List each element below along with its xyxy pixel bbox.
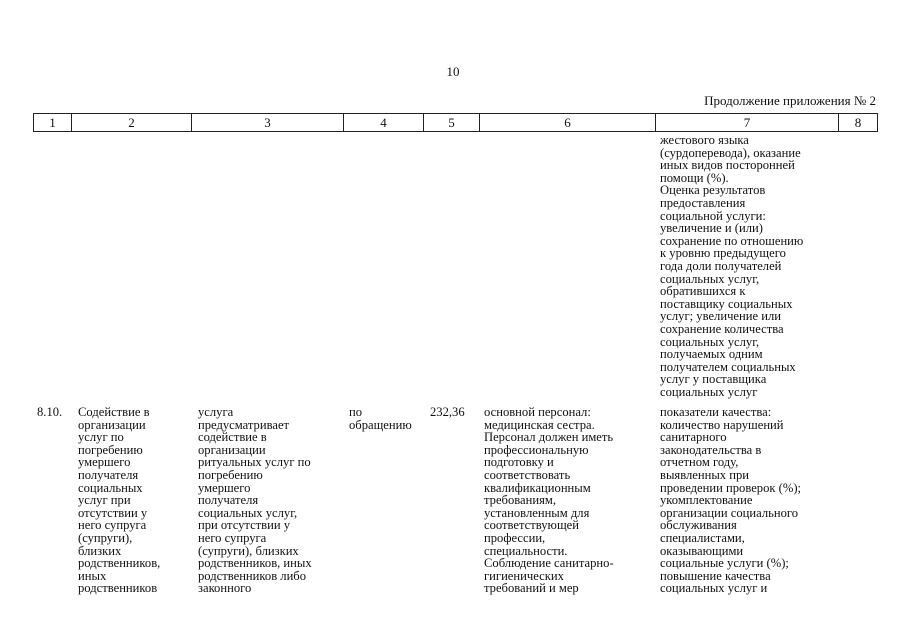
header-col-3: 3 (192, 114, 344, 131)
quality-indicators: показатели качества: количество нарушений санитарного законодательства в отчетном году, выявленных при проведении проверок (%); укомплектование организации социального обслуживания специалистами, оказывающими социальные услуги (%); повышение качества социальных услуг и (660, 405, 802, 596)
continuation-label: Продолжение приложения № 2 (704, 93, 876, 108)
header-col-1: 1 (34, 114, 72, 131)
col7-continued-text: жестового языка (сурдоперевода), оказание иных видов посторонней помощи (%). Оценка результатов предоставления социальной услуги: увеличение и (или) сохранение по отношению к уровню предыдущего года доли получателей социальных услуг, обратившихся к поставщику социальных услуг; увеличение или сохранение количества социальных услуг, получаемых одним получателем социальных услуг у поставщика социальных услуг (660, 133, 804, 399)
table-header-row (33, 113, 878, 132)
header-col-5: 5 (424, 114, 480, 131)
service-price: 232,36 (430, 405, 465, 419)
staff-requirements: основной персонал: медицинская сестра. Персонал должен иметь профессиональную подготовку и соответствовать квалификационным требованиям, установленным для соответствующей профессии, специальности. Соблюдение санитарно- гигиенических требований и мер (484, 405, 614, 596)
service-unit: по обращению (349, 405, 412, 432)
service-description: услуга предусматривает содействие в организации ритуальных услуг по погребению умершего получателя социальных услуг, при отсутствии у него супруга (супруги), близких родственников, иных родственников либо законного (198, 405, 312, 596)
header-col-4: 4 (344, 114, 424, 131)
row-number: 8.10. (37, 405, 63, 419)
page-number: 10 (446, 64, 460, 79)
service-name: Содействие в организации услуг по погребению умершего получателя социальных услуг при отсутствии у него супруга (супруги), близких родственников, иных родственников (78, 405, 161, 596)
header-col-7: 7 (656, 114, 839, 131)
header-col-2: 2 (72, 114, 192, 131)
header-col-8: 8 (854, 115, 862, 130)
header-col-6: 6 (480, 114, 656, 131)
